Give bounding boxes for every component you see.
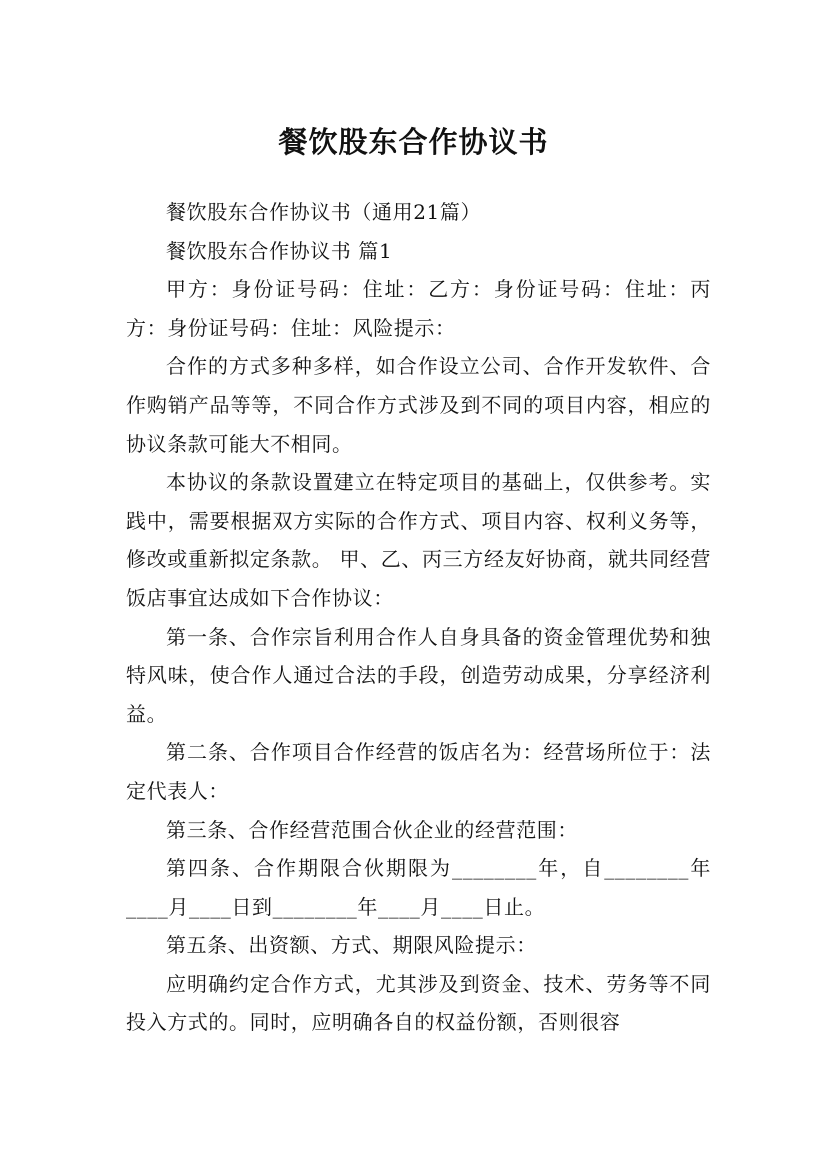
paragraph-article-1: 第一条、合作宗旨利用合作人自身具备的资金管理优势和独特风味，使合作人通过合法的手段，创造劳动成果，分享经济利益。 (126, 624, 711, 726)
paragraph-parties: 甲方：身份证号码：住址：乙方：身份证号码：住址：丙方：身份证号码：住址：风险提示： (126, 277, 711, 340)
paragraph-article-2: 第二条、合作项目合作经营的饭店名为：经营场所位于：法定代表人： (126, 740, 711, 803)
document-body (126, 193, 711, 1042)
paragraph-section-heading: 餐饮股东合作协议书 篇1 (166, 238, 393, 263)
paragraph-article-3: 第三条、合作经营范围合伙企业的经营范围： (166, 817, 578, 842)
paragraph-article-5: 第五条、出资额、方式、期限风险提示： (166, 933, 537, 958)
paragraph-subtitle: 餐饮股东合作协议书（通用21篇） (166, 200, 482, 224)
paragraph-article-4: 第四条、合作期限合伙期限为________年，自________年____月____日到________年____月____日止。 (126, 856, 711, 919)
paragraph-agreement-basis: 本协议的条款设置建立在特定项目的基础上，仅供参考。实践中，需要根据双方实际的合作方式、项目内容、权利义务等，修改或重新拟定条款。 甲、乙、丙三方经友好协商，就共同经营饭店事宜达成如下合作协议： (126, 470, 711, 610)
paragraph-cooperation-methods: 合作的方式多种多样，如合作设立公司、合作开发软件、合作购销产品等等，不同合作方式涉及到不同的项目内容，相应的协议条款可能大不相同。 (126, 354, 711, 456)
paragraph-risk-note: 应明确约定合作方式，尤其涉及到资金、技术、劳务等不同投入方式的。同时，应明确各自的权益份额，否则很容 (126, 971, 711, 1035)
document-title: 餐饮股东合作协议书 (278, 125, 549, 160)
